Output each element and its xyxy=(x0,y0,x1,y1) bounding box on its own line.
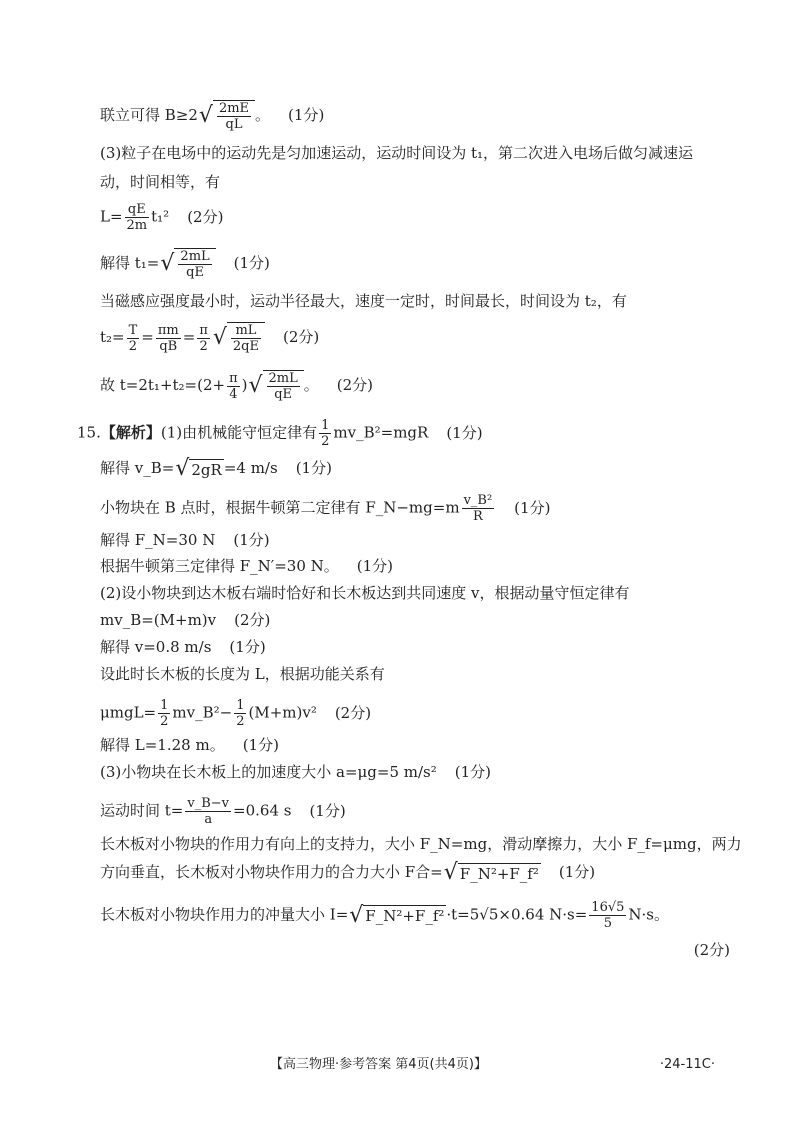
answer-line: 长木板对小物块的作用力有向上的支持力，大小 F_N=mg，滑动摩擦力，大小 F_f=μmg，两力 xyxy=(100,835,742,853)
score-points: (1分) xyxy=(454,763,491,781)
score-points: (1分) xyxy=(514,498,551,517)
answer-line: (3)小物块在长木板上的加速度大小 a=μg=5 m/s² (1分) xyxy=(100,763,491,781)
score-points: (2分) xyxy=(336,376,374,394)
sqrt-expression: √ F_N²+F_f² xyxy=(349,902,445,928)
formula-line: μmgL= $\frac{1}{2}$ mv_B²− $\frac{1}{2}$ (M+m)v² (2分) xyxy=(100,698,372,729)
formula-line: 运动时间 t= $\frac{v\_B-v}{a}$ =0.64 s (1分) xyxy=(100,796,346,827)
answer-line: (3)粒子在电场中的运动先是匀加速运动，运动时间设为 t₁，第二次进入电场后做匀减速运 xyxy=(100,144,694,162)
answer-line: (2)设小物块到达木板右端时恰好和长木板达到共同速度 v，根据动量守恒定律有 xyxy=(100,584,630,602)
formula-line: 长木板对小物块作用力的冲量大小 I=√ F_N²+F_f² ·t=5√5×0.64 N·s= $\frac{16√5}{5}$ N·s。 xyxy=(100,900,669,931)
score-points: (1分) xyxy=(242,736,279,754)
sqrt-expression: √ $\frac{2mE}{qL}$ xyxy=(199,100,255,132)
score-points: (1分) xyxy=(233,531,270,549)
page-footer: 【高三物理·参考答案 第4页(共4页)】 xyxy=(270,1057,487,1072)
answer-line: 解得 L=1.28 m。 (1分) xyxy=(100,736,279,754)
answer-line: 动，时间相等，有 xyxy=(100,173,221,191)
answer-line: 设此时长木板的长度为 L，根据功能关系有 xyxy=(100,665,385,683)
score-points: (1分) xyxy=(356,557,394,575)
score-points: (1分) xyxy=(446,423,483,442)
score-points: (1分) xyxy=(233,254,270,272)
formula-line: t₂= $\frac{T}{2}$ = $\frac{\pi m}{qB}$ = $\frac{\pi}{2}$ √ $\frac{mL}{2qE}$ (2分) xyxy=(100,322,320,354)
fraction: $\frac{qE}{2m}$ xyxy=(126,202,148,233)
formula-line: 方向垂直，长木板对小物块作用力的合力大小 F合=√ F_N²+F_f² (1分) xyxy=(100,860,596,885)
formula-line: L= $\frac{qE}{2m}$ t₁² (2分) xyxy=(100,202,224,233)
analysis-tag: 【解析】 xyxy=(100,423,161,442)
score-points: (2分) xyxy=(282,328,320,346)
sqrt-expression: √ F_N²+F_f² xyxy=(443,860,539,885)
sqrt-expression: √ $\frac{2mL}{qE}$ xyxy=(249,370,304,402)
sqrt-expression: √ $\frac{mL}{2qE}$ xyxy=(213,322,265,354)
question-number: 15. xyxy=(77,423,101,442)
formula-line: 小物块在 B 点时，根据牛顿第二定律有 F_N−mg=m $\frac{\text{v\_B²}}{R}$ (1分) xyxy=(100,493,551,524)
answer-line: 当磁感应强度最小时，运动半径最大，速度一定时，时间最长，时间设为 t₂，有 xyxy=(100,292,627,310)
score-points: (2分) xyxy=(334,703,372,722)
score-points: (1分) xyxy=(295,459,332,477)
answer-line: mv_B=(M+m)v (2分) xyxy=(100,611,271,629)
formula-line: 解得 t₁=√ $\frac{2mL}{qE}$ (1分) xyxy=(100,249,270,280)
sqrt-expression: √ 2gR xyxy=(175,456,222,481)
score-points: (2分) xyxy=(693,941,730,959)
answer-line: 联立可得 B≥2√ $\frac{2mE}{qL}$ 。 (1分) xyxy=(100,101,325,132)
sqrt-expression: √ $\frac{2mL}{qE}$ xyxy=(160,248,215,280)
score-points: (2分) xyxy=(187,207,224,226)
answer-line: 解得 v=0.8 m/s (1分) xyxy=(100,638,266,656)
score-points: (1分) xyxy=(558,863,596,881)
question-header: 15.【解析】(1)由机械能守恒定律有 $\frac{1}{2}$ mv_B²=mgR (1分) xyxy=(77,418,483,449)
score-points: (1分) xyxy=(288,106,325,124)
score-points: (1分) xyxy=(229,638,266,656)
formula-line: 故 t=2t₁+t₂=(2+ $\frac{\pi}{4}$ )√ $\frac{2mL}{qE}$ 。 (2分) xyxy=(100,370,374,402)
score-points: (2分) xyxy=(234,611,271,629)
exam-code: ·24-11C· xyxy=(659,1057,715,1072)
answer-line: 根据牛顿第三定律得 F_N′=30 N。 (1分) xyxy=(100,557,394,575)
formula-line: 解得 v_B=√ 2gR =4 m/s (1分) xyxy=(100,456,332,481)
answer-line: 解得 F_N=30 N (1分) xyxy=(100,531,270,549)
score-points: (1分) xyxy=(309,801,346,820)
